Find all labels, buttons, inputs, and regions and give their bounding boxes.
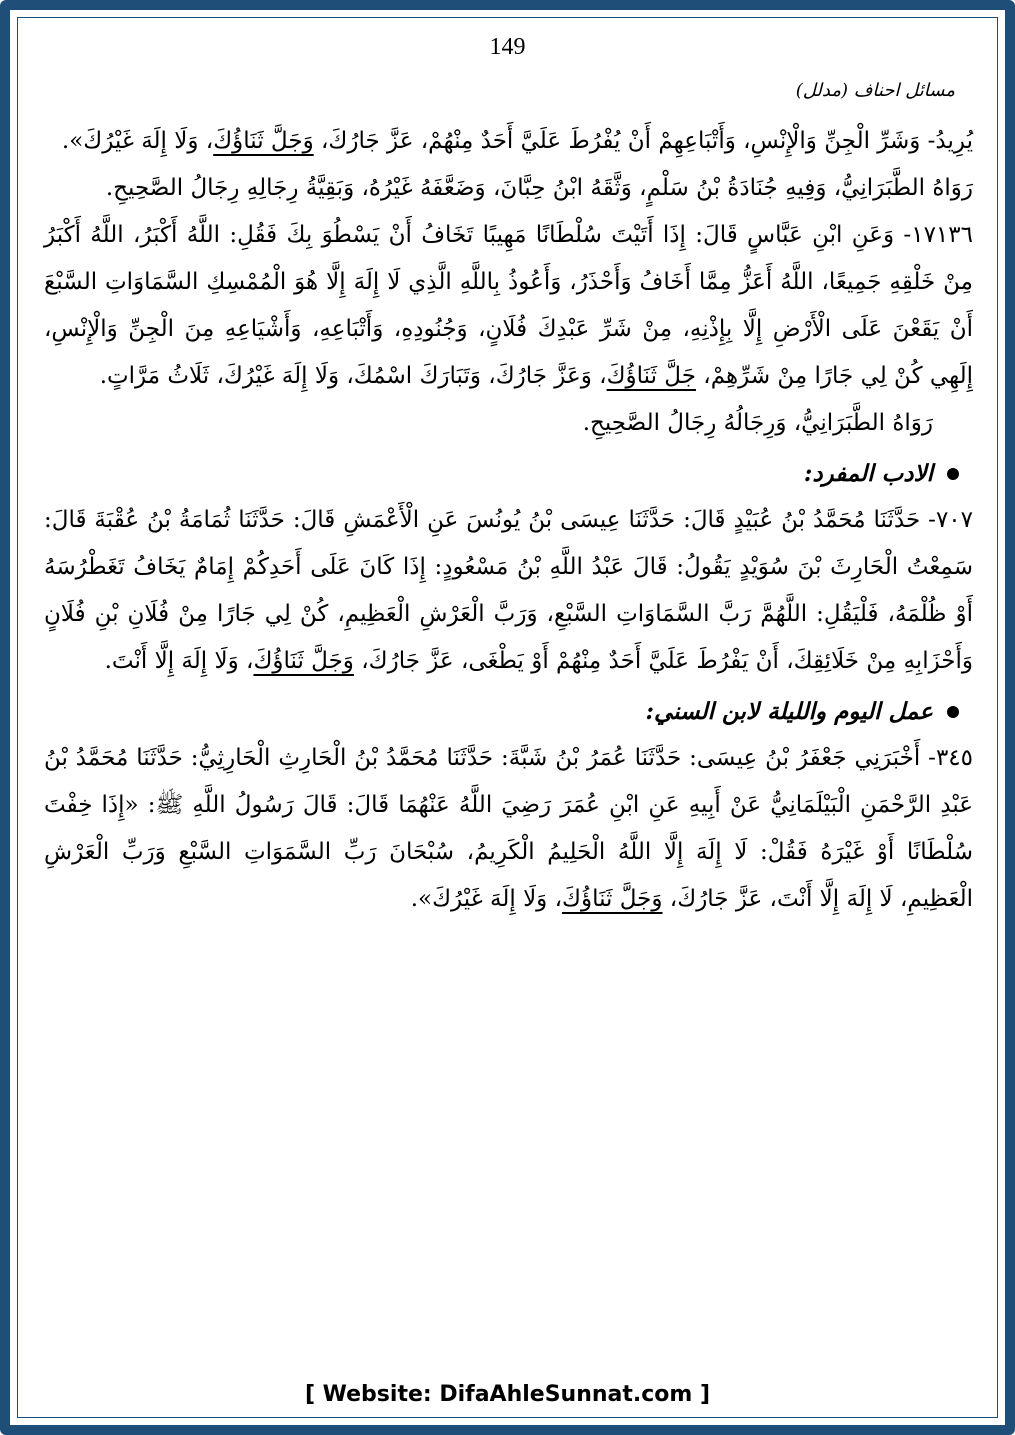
- heading-text: الادب المفرد:: [803, 460, 933, 487]
- section-heading-adab-mufrad: [44, 450, 973, 497]
- page-number: 149: [489, 34, 526, 60]
- website-footer: [ Website: DifaAhleSunnat.com ]: [304, 1382, 711, 1407]
- book-title: مسائل احناف (مدلل): [795, 80, 955, 101]
- bullet-icon: [947, 468, 959, 480]
- text-segment: ١٧١٣٦- وَعَنِ ابْنِ عَبَّاسٍ قَالَ: إِذَا أَتَيْتَ سُلْطَانًا مَهِيبًا تَخَافُ أَنْ يَسْطُوَ بِكَ فَقُلِ: اللَّهُ أَكْبَرُ، اللَّهُ أَكْبَرُ مِنْ خَلْقِهِ جَمِيعًا، اللَّهُ أَعَزُّ مِمَّا أَخَافُ وَأَحْذَرُ، وَأَعُوذُ بِاللَّهِ الَّذِي لَا إِلَهَ إِلَّا هُوَ الْمُمْسِكِ السَّمَاوَاتِ السَّبْعَ أَنْ يَقَعْنَ عَلَى الْأَرْضِ إِلَّا بِإِذْنِهِ، مِنْ شَرِّ عَبْدِكَ فُلَانٍ، وَجُنُودِهِ، وَأَتْبَاعِهِ، وَأَشْيَاعِهِ مِنَ الْجِنِّ وَالْإِنْسِ، إِلَهِي كُنْ لِي جَارًا مِنْ شَرِّهِمْ،: [44, 222, 973, 389]
- underlined-phrase: وَجَلَّ ثَنَاؤُكَ: [562, 886, 663, 912]
- page-content: [44, 118, 973, 923]
- text-segment: ٣٤٥- أَخْبَرَنِي جَعْفَرُ بْنُ عِيسَى: حَدَّثَنَا عُمَرُ بْنُ شَبَّةَ: حَدَّثَنَا مُحَمَّدُ بْنُ الْحَارِثِ الْحَارِثِيُّ: حَدَّثَنَا مُحَمَّدُ بْنُ عَبْدِ الرَّحْمَنِ الْبَيْلَمَانِيُّ عَنْ أَبِيهِ عَنِ ابْنِ عُمَرَ رَضِيَ اللَّهُ عَنْهُمَا قَالَ: قَالَ رَسُولُ اللَّهِ ﷺ: «إِذَا خِفْتَ سُلْطَانًا أَوْ غَيْرَهُ فَقُلْ: لَا إِلَهَ إِلَّا اللَّهُ الْحَلِيمُ الْكَرِيمُ، سُبْحَانَ رَبِّ السَّمَوَاتِ السَّبْعِ وَرَبِّ الْعَرْشِ الْعَظِيمِ، لَا إِلَهَ إِلَّا أَنْتَ، عَزَّ جَارُكَ،: [44, 745, 973, 912]
- bullet-icon: [947, 706, 959, 718]
- underlined-phrase: وَجَلَّ ثَنَاؤُكَ: [253, 648, 354, 674]
- hadith-345: [44, 735, 973, 923]
- text-segment: يُرِيدُ- وَشَرِّ الْجِنِّ وَالْإِنْسِ، وَأَتْبَاعِهِمْ أَنْ يُفْرُطَ عَلَيَّ أَحَدٌ مِنْهُمْ، عَزَّ جَارُكَ،: [313, 128, 973, 154]
- hadith-707: [44, 497, 973, 685]
- text-segment: ، وَعَزَّ جَارُكَ، وَتَبَارَكَ اسْمُكَ، وَلَا إِلَهَ غَيْرُكَ، ثَلَاثُ مَرَّاتٍ.: [99, 363, 607, 389]
- text-segment: ، وَلَا إِلَهَ إِلَّا أَنْتَ.: [104, 648, 254, 674]
- underlined-phrase: وَجَلَّ ثَنَاؤُكَ: [213, 128, 314, 154]
- narration-note: رَوَاهُ الطَّبَرَانِيُّ، وَرِجَالُهُ رِجَالُ الصَّحِيحِ.: [582, 410, 933, 436]
- hadith-17136: [44, 212, 973, 400]
- paragraph-1: [44, 118, 973, 165]
- text-segment: ، وَلَا إِلَهَ غَيْرُكَ».: [61, 128, 214, 154]
- text-segment: ، وَلَا إِلَهَ غَيْرُكَ».: [410, 886, 563, 912]
- paragraph-2: رَوَاهُ الطَّبَرَانِيُّ، وَفِيهِ جُنَادَةُ بْنُ سَلْمٍ، وَثَّقَهُ ابْنُ حِبَّانَ، وَضَعَّفَهُ غَيْرُهُ، وَبَقِيَّةُ رِجَالِهِ رِجَالُ الصَّحِيحِ.: [105, 175, 973, 201]
- text-segment: ٧٠٧- حَدَّثَنَا مُحَمَّدُ بْنُ عُبَيْدٍ قَالَ: حَدَّثَنَا عِيسَى بْنُ يُونُسَ عَنِ الْأَعْمَشِ قَالَ: حَدَّثَنَا ثُمَامَةُ بْنُ عُقْبَةَ قَالَ: سَمِعْتُ الْحَارِثَ بْنَ سُوَيْدٍ يَقُولُ: قَالَ عَبْدُ اللَّهِ بْنُ مَسْعُودٍ: إِذَا كَانَ عَلَى أَحَدِكُمْ إِمَامٌ يَخَافُ تَغَطْرُسَهُ أَوْ ظُلْمَهُ، فَلْيَقُلِ: اللَّهُمَّ رَبَّ السَّمَاوَاتِ السَّبْعِ، وَرَبَّ الْعَرْشِ الْعَظِيمِ، كُنْ لِي جَارًا مِنْ فُلَانِ بْنِ فُلَانٍ وَأَحْزَابِهِ مِنْ خَلَائِقِكَ، أَنْ يَفْرُطَ عَلَيَّ أَحَدٌ مِنْهُمْ أَوْ يَطْغَى، عَزَّ جَارُكَ،: [44, 507, 973, 674]
- underlined-phrase: جَلَّ ثَنَاؤُكَ: [606, 363, 696, 389]
- heading-text: عمل اليوم والليلة لابن السني:: [645, 698, 933, 725]
- section-heading-amal-yawm: [44, 688, 973, 735]
